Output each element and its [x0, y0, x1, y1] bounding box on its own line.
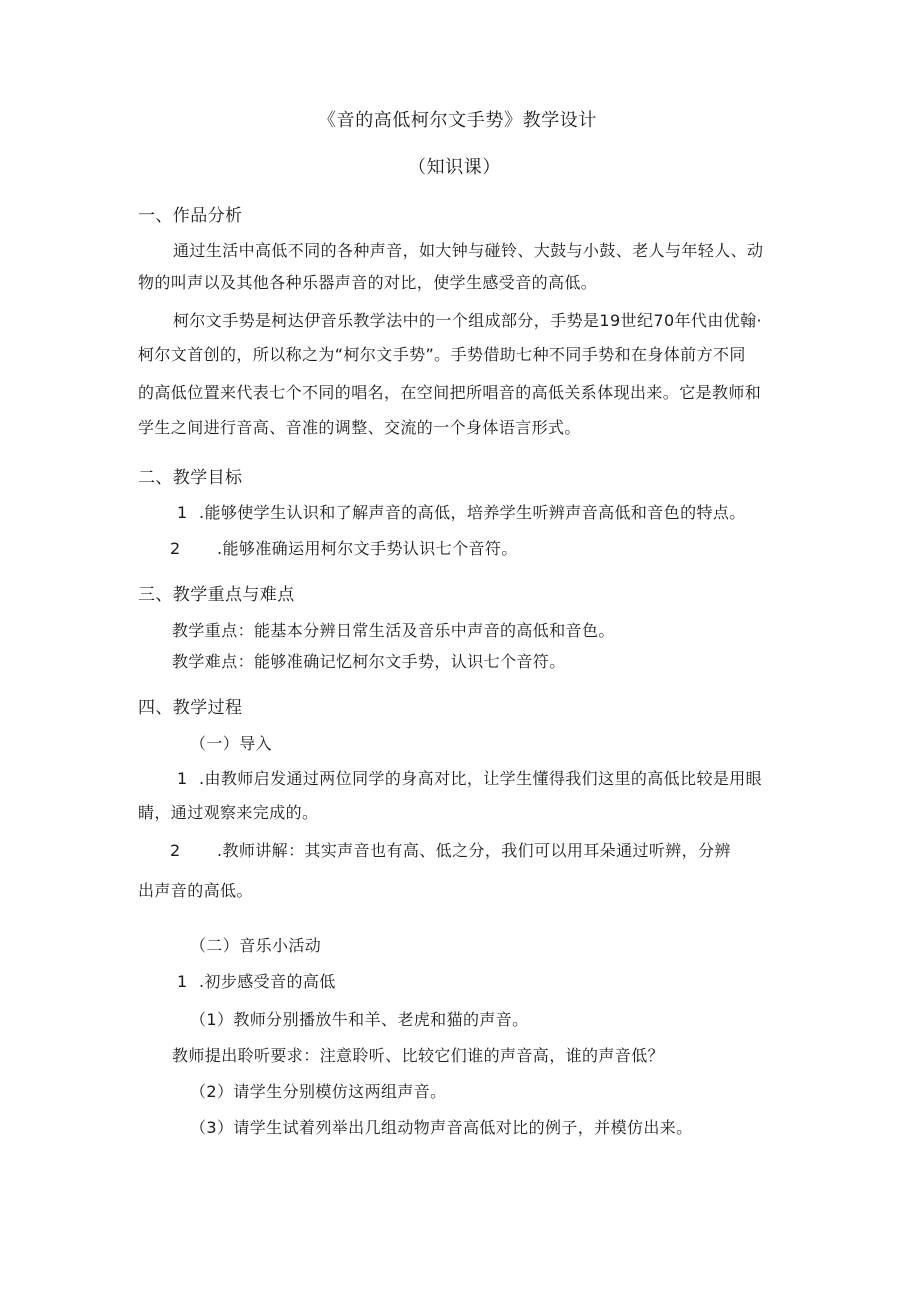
list-item-text: 睛，通过观察来完成的。: [138, 803, 319, 822]
activity-line: （3）请学生试着列举出几组动物声音高低对比的例子，并模仿出来。: [190, 1118, 693, 1137]
list-item-number: 1: [177, 972, 188, 991]
paragraph-line: 学生之间进行音高、音准的调整、交流的一个身体语言形式。: [138, 418, 581, 437]
difficulty-line: 教学难点：能够准确记忆柯尔文手势，认识七个音符。: [172, 652, 566, 671]
list-item-text: .初步感受音的高低: [199, 972, 336, 991]
subsection-label-activity: （二）音乐小活动: [190, 936, 322, 955]
key-point-line: 教学重点：能基本分辨日常生活及音乐中声音的高低和音色。: [172, 621, 615, 640]
list-item-number: 1: [177, 769, 188, 788]
section-heading-process: 四、教学过程: [138, 698, 243, 718]
list-item-number: 2: [170, 539, 181, 558]
list-item-text: 出声音的高低。: [138, 881, 253, 900]
paragraph-line: 通过生活中高低不同的各种声音，如大钟与碰铃、大鼓与小鼓、老人与年轻人、动: [173, 241, 764, 260]
activity-line: （1）教师分别播放牛和羊、老虎和猫的声音。: [190, 1010, 529, 1029]
document-subtitle: （知识课）: [408, 157, 501, 178]
paragraph-line: 物的叫声以及其他各种乐器声音的对比，使学生感受音的高低。: [138, 273, 598, 292]
list-item-text: .能够使学生认识和了解声音的高低，培养学生听辨声音高低和音色的特点。: [199, 503, 746, 522]
section-heading-objectives: 二、教学目标: [138, 468, 243, 488]
section-heading-analysis: 一、作品分析: [138, 206, 243, 226]
list-item-text: .能够准确运用柯尔文手势认识七个音符。: [217, 539, 518, 558]
activity-line: （2）请学生分别模仿这两组声音。: [190, 1082, 447, 1101]
list-item-number: 1: [177, 503, 188, 522]
activity-line: 教师提出聆听要求：注意聆听、比较它们谁的声音高，谁的声音低？: [172, 1046, 665, 1065]
list-item-text: .由教师启发通过两位同学的身高对比，让学生懂得我们这里的高低比较是用眼: [199, 769, 763, 788]
section-heading-key-points: 三、教学重点与难点: [138, 585, 295, 605]
list-item-text: .教师讲解：其实声音也有高、低之分，我们可以用耳朵通过听辨，分辨: [217, 841, 731, 860]
list-item-number: 2: [170, 841, 181, 860]
subsection-label-intro: （一）导入: [190, 734, 273, 753]
paragraph-line: 柯尔文首创的，所以称之为“柯尔文手势”。手势借助七种不同手势和在身体前方不同: [138, 345, 746, 364]
document-title: 《音的高低柯尔文手势》教学设计: [318, 110, 597, 131]
paragraph-line: 的高低位置来代表七个不同的唱名，在空间把所唱音的高低关系体现出来。它是教师和: [138, 383, 762, 402]
paragraph-line: 柯尔文手势是柯达伊音乐教学法中的一个组成部分，手势是19世纪70年代由优翰·: [173, 311, 763, 330]
